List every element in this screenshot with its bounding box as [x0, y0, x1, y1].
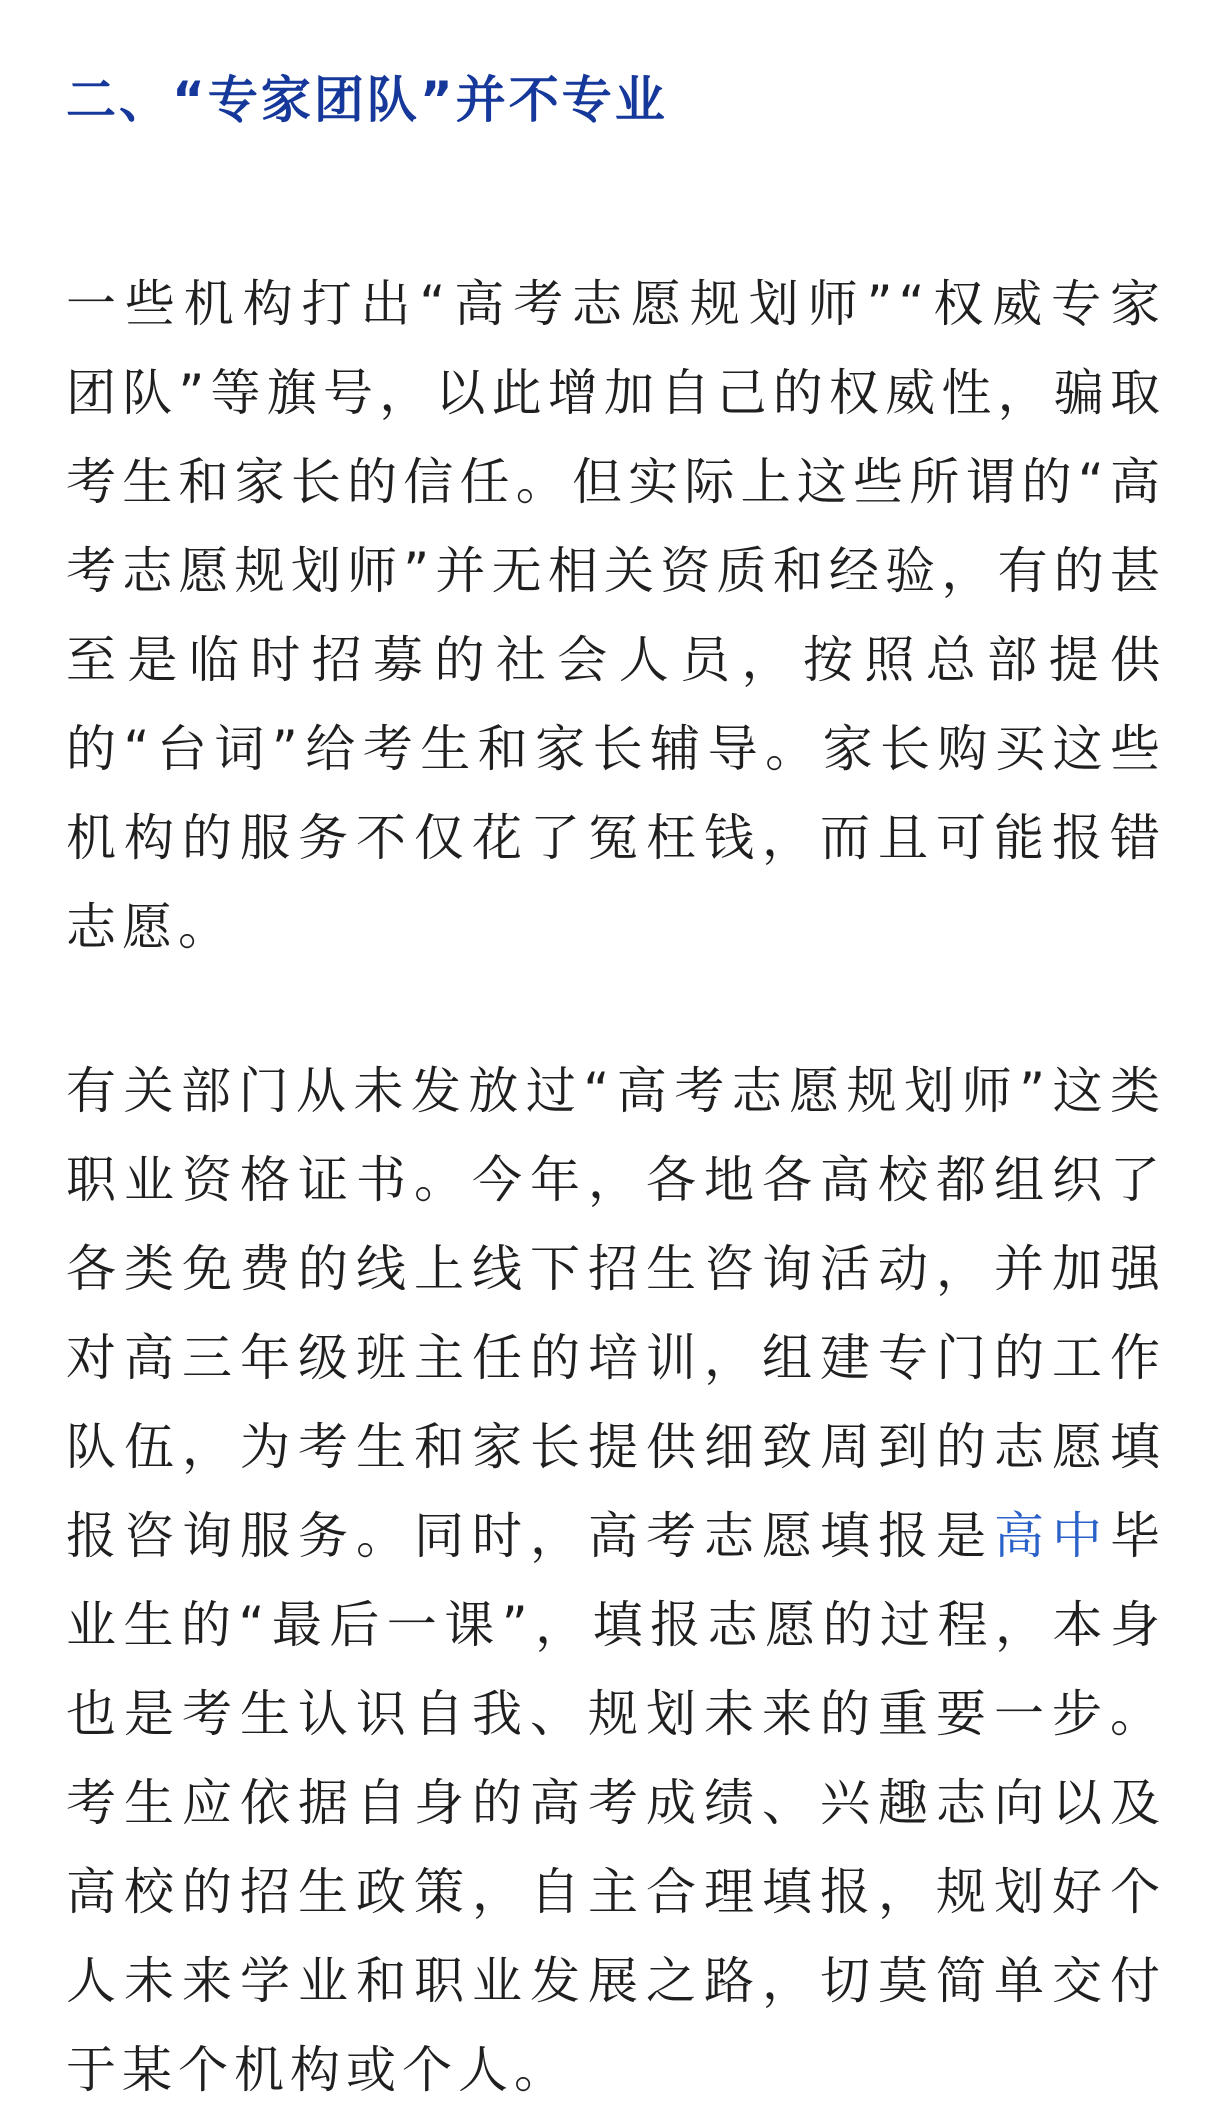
section-heading: 二、“专家团队”并不专业 — [66, 71, 668, 129]
paragraph-1: 一些机构打出“高考志愿规划师”“权威专家团队”等旗号，以此增加自己的权威性，骗取考生和家长的信任。但实际上这些所谓的“高考志愿规划师”并无相关资质和经验，有的甚至是临时招募的社会人员，按照总部提供的“台词”给考生和家长辅导。家长购买这些机构的服务不仅花了冤枉钱，而且可能报错志愿。 — [66, 275, 1166, 956]
paragraph-2 — [66, 1047, 1166, 2115]
high-school-link[interactable]: 高中 — [994, 1507, 1110, 1565]
article-body — [66, 60, 1166, 2115]
paragraph-2-text-after-link: 毕业生的“最后一课”，填报志愿的过程，本身也是考生认识自我、规划未来的重要一步。考生应依据自身的高考成绩、兴趣志向以及高校的招生政策，自主合理填报，规划好个人未来学业和职业发展之路，切莫简单交付于某个机构或个人。 — [66, 1507, 1166, 2099]
paragraph-2-text-before-link: 有关部门从未发放过“高考志愿规划师”这类职业资格证书。今年，各地各高校都组织了各类免费的线上线下招生咨询活动，并加强对高三年级班主任的培训，组建专门的工作队伍，为考生和家长提供细致周到的志愿填报咨询服务。同时，高考志愿填报是 — [66, 1062, 1166, 1565]
